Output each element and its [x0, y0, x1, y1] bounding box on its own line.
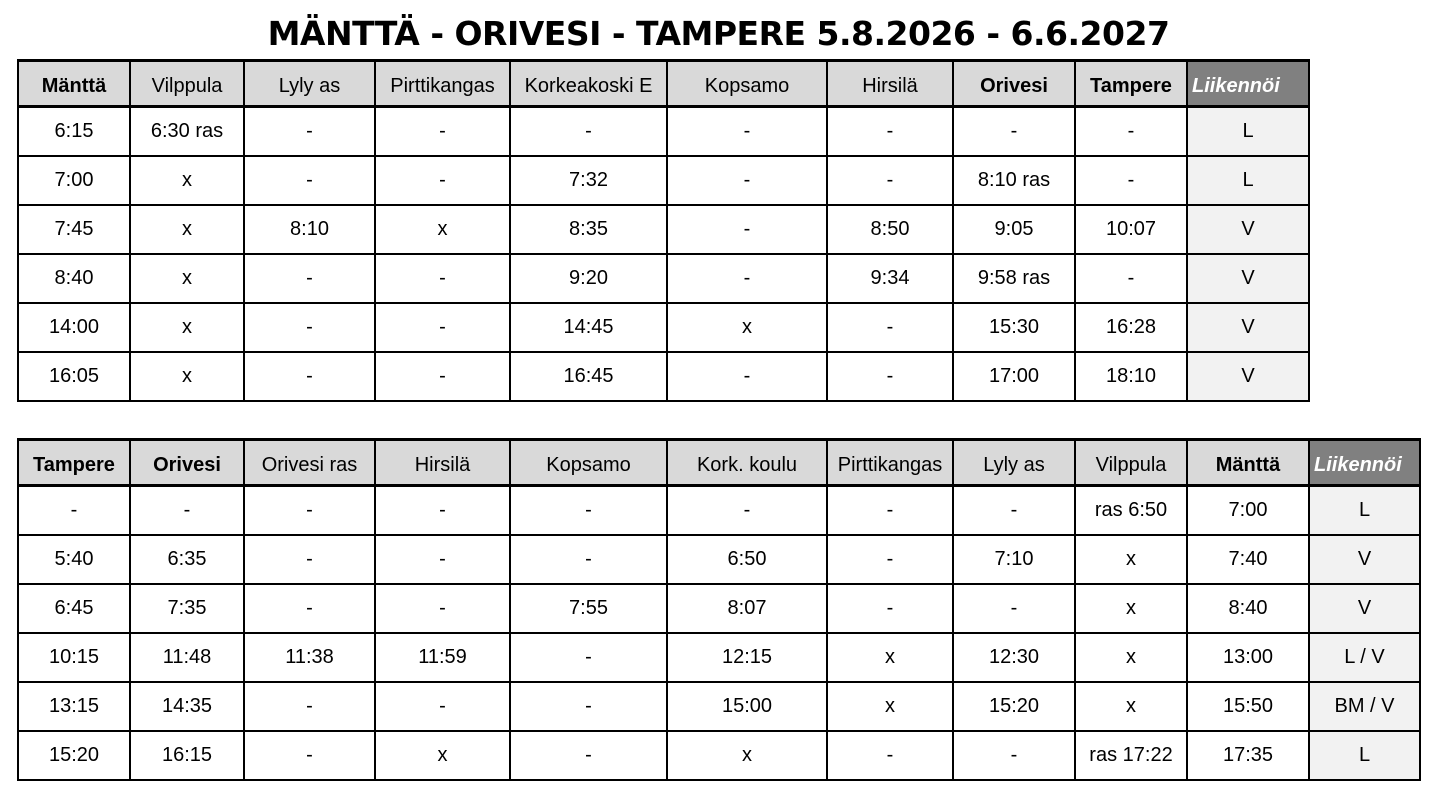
time-cell: 8:35	[510, 205, 667, 254]
time-cell: 16:15	[130, 731, 244, 780]
time-cell: -	[827, 107, 953, 157]
time-cell: x	[130, 205, 244, 254]
time-cell: -	[667, 486, 827, 536]
time-cell: -	[953, 584, 1075, 633]
operator-cell: V	[1187, 205, 1309, 254]
time-cell: -	[667, 254, 827, 303]
time-cell: x	[827, 633, 953, 682]
header-cell: Kork. koulu	[667, 440, 827, 486]
time-cell: 14:45	[510, 303, 667, 352]
header-cell: Lyly as	[244, 61, 375, 107]
time-cell: x	[1075, 682, 1187, 731]
time-cell: -	[827, 486, 953, 536]
time-cell: -	[244, 731, 375, 780]
time-cell: 8:40	[18, 254, 130, 303]
time-cell: 10:07	[1075, 205, 1187, 254]
time-cell: x	[130, 156, 244, 205]
time-cell: 7:00	[18, 156, 130, 205]
time-cell: 7:45	[18, 205, 130, 254]
time-cell: -	[1075, 156, 1187, 205]
table-row	[18, 584, 1420, 633]
time-cell: -	[510, 535, 667, 584]
time-cell: 7:35	[130, 584, 244, 633]
time-cell: x	[667, 731, 827, 780]
header-cell-liikennoi: Liikennöi	[1309, 440, 1420, 486]
time-cell: 8:10 ras	[953, 156, 1075, 205]
time-cell: x	[1075, 584, 1187, 633]
time-cell: 8:10	[244, 205, 375, 254]
timetable-manttae-tampere	[17, 59, 1310, 402]
timetable-tampere-manttae	[17, 438, 1421, 781]
time-cell: 12:15	[667, 633, 827, 682]
table-row	[18, 486, 1420, 536]
time-cell: 8:50	[827, 205, 953, 254]
time-cell: -	[375, 107, 510, 157]
time-cell: ras 6:50	[1075, 486, 1187, 536]
time-cell: 16:05	[18, 352, 130, 401]
time-cell: 15:20	[18, 731, 130, 780]
time-cell: 10:15	[18, 633, 130, 682]
time-cell: -	[667, 205, 827, 254]
time-cell: -	[827, 303, 953, 352]
header-cell: Korkeakoski E	[510, 61, 667, 107]
operator-cell: L	[1187, 107, 1309, 157]
time-cell: -	[244, 254, 375, 303]
page-title: MÄNTTÄ - ORIVESI - TAMPERE 5.8.2026 - 6.6.2027	[267, 14, 1170, 53]
time-cell: -	[130, 486, 244, 536]
header-cell: Hirsilä	[827, 61, 953, 107]
header-cell: Mänttä	[1187, 440, 1309, 486]
time-cell: 14:00	[18, 303, 130, 352]
time-cell: 6:45	[18, 584, 130, 633]
time-cell: 11:38	[244, 633, 375, 682]
time-cell: -	[244, 303, 375, 352]
time-cell: -	[244, 682, 375, 731]
operator-cell: L / V	[1309, 633, 1420, 682]
time-cell: 11:59	[375, 633, 510, 682]
time-cell: -	[244, 535, 375, 584]
time-cell: -	[827, 352, 953, 401]
time-cell: 18:10	[1075, 352, 1187, 401]
time-cell: -	[375, 352, 510, 401]
operator-cell: L	[1309, 486, 1420, 536]
time-cell: x	[827, 682, 953, 731]
table-row	[18, 535, 1420, 584]
table-row	[18, 156, 1309, 205]
time-cell: 8:07	[667, 584, 827, 633]
time-cell: 15:20	[953, 682, 1075, 731]
time-cell: x	[130, 352, 244, 401]
time-cell: 6:35	[130, 535, 244, 584]
time-cell: 16:28	[1075, 303, 1187, 352]
time-cell: -	[375, 682, 510, 731]
time-cell: 11:48	[130, 633, 244, 682]
time-cell: 5:40	[18, 535, 130, 584]
header-cell: Pirttikangas	[375, 61, 510, 107]
header-cell: Vilppula	[1075, 440, 1187, 486]
table-body	[18, 107, 1309, 402]
time-cell: 9:20	[510, 254, 667, 303]
table-header-row	[18, 61, 1309, 107]
time-cell: -	[827, 731, 953, 780]
time-cell: 6:30 ras	[130, 107, 244, 157]
time-cell: 7:55	[510, 584, 667, 633]
header-cell: Orivesi	[130, 440, 244, 486]
time-cell: -	[244, 486, 375, 536]
time-cell: -	[510, 107, 667, 157]
time-cell: 7:32	[510, 156, 667, 205]
time-cell: -	[953, 107, 1075, 157]
time-cell: -	[510, 682, 667, 731]
operator-cell: V	[1309, 535, 1420, 584]
time-cell: -	[375, 535, 510, 584]
header-cell: Kopsamo	[667, 61, 827, 107]
table-row	[18, 731, 1420, 780]
time-cell: -	[375, 303, 510, 352]
time-cell: 13:15	[18, 682, 130, 731]
time-cell: -	[667, 352, 827, 401]
time-cell: 6:15	[18, 107, 130, 157]
time-cell: -	[375, 486, 510, 536]
time-cell: -	[667, 156, 827, 205]
time-cell: 14:35	[130, 682, 244, 731]
table-header-row	[18, 440, 1420, 486]
time-cell: 15:50	[1187, 682, 1309, 731]
header-cell: Lyly as	[953, 440, 1075, 486]
table-row	[18, 352, 1309, 401]
time-cell: x	[130, 303, 244, 352]
time-cell: x	[667, 303, 827, 352]
time-cell: 13:00	[1187, 633, 1309, 682]
time-cell: 9:34	[827, 254, 953, 303]
time-cell: 9:05	[953, 205, 1075, 254]
table-row	[18, 107, 1309, 157]
table-row	[18, 303, 1309, 352]
time-cell: 17:00	[953, 352, 1075, 401]
time-cell: 7:10	[953, 535, 1075, 584]
time-cell: 15:00	[667, 682, 827, 731]
operator-cell: V	[1187, 352, 1309, 401]
time-cell: -	[827, 156, 953, 205]
time-cell: -	[244, 584, 375, 633]
time-cell: -	[244, 156, 375, 205]
time-cell: 8:40	[1187, 584, 1309, 633]
header-cell: Tampere	[18, 440, 130, 486]
time-cell: -	[375, 584, 510, 633]
time-cell: -	[18, 486, 130, 536]
time-cell: x	[1075, 535, 1187, 584]
operator-cell: BM / V	[1309, 682, 1420, 731]
time-cell: -	[244, 352, 375, 401]
operator-cell: V	[1187, 303, 1309, 352]
operator-cell: V	[1309, 584, 1420, 633]
time-cell: 6:50	[667, 535, 827, 584]
time-cell: 7:00	[1187, 486, 1309, 536]
time-cell: -	[1075, 254, 1187, 303]
time-cell: x	[375, 205, 510, 254]
time-cell: -	[510, 633, 667, 682]
table-row	[18, 682, 1420, 731]
table-body	[18, 486, 1420, 781]
operator-cell: V	[1187, 254, 1309, 303]
time-cell: -	[510, 731, 667, 780]
operator-cell: L	[1187, 156, 1309, 205]
header-cell-liikennoi: Liikennöi	[1187, 61, 1309, 107]
header-cell: Kopsamo	[510, 440, 667, 486]
table-row	[18, 205, 1309, 254]
time-cell: 16:45	[510, 352, 667, 401]
time-cell: -	[1075, 107, 1187, 157]
header-cell: Hirsilä	[375, 440, 510, 486]
time-cell: -	[667, 107, 827, 157]
time-cell: -	[244, 107, 375, 157]
time-cell: -	[827, 535, 953, 584]
time-cell: 7:40	[1187, 535, 1309, 584]
time-cell: 15:30	[953, 303, 1075, 352]
time-cell: 12:30	[953, 633, 1075, 682]
time-cell: x	[130, 254, 244, 303]
header-cell: Vilppula	[130, 61, 244, 107]
time-cell: -	[953, 731, 1075, 780]
time-cell: -	[510, 486, 667, 536]
table-row	[18, 254, 1309, 303]
time-cell: x	[1075, 633, 1187, 682]
table-row	[18, 633, 1420, 682]
time-cell: -	[375, 156, 510, 205]
header-cell: Orivesi ras	[244, 440, 375, 486]
time-cell: x	[375, 731, 510, 780]
time-cell: 9:58 ras	[953, 254, 1075, 303]
operator-cell: L	[1309, 731, 1420, 780]
time-cell: -	[827, 584, 953, 633]
time-cell: -	[953, 486, 1075, 536]
time-cell: 17:35	[1187, 731, 1309, 780]
header-cell: Tampere	[1075, 61, 1187, 107]
header-cell: Pirttikangas	[827, 440, 953, 486]
header-cell: Orivesi	[953, 61, 1075, 107]
header-cell: Mänttä	[18, 61, 130, 107]
time-cell: -	[375, 254, 510, 303]
time-cell: ras 17:22	[1075, 731, 1187, 780]
